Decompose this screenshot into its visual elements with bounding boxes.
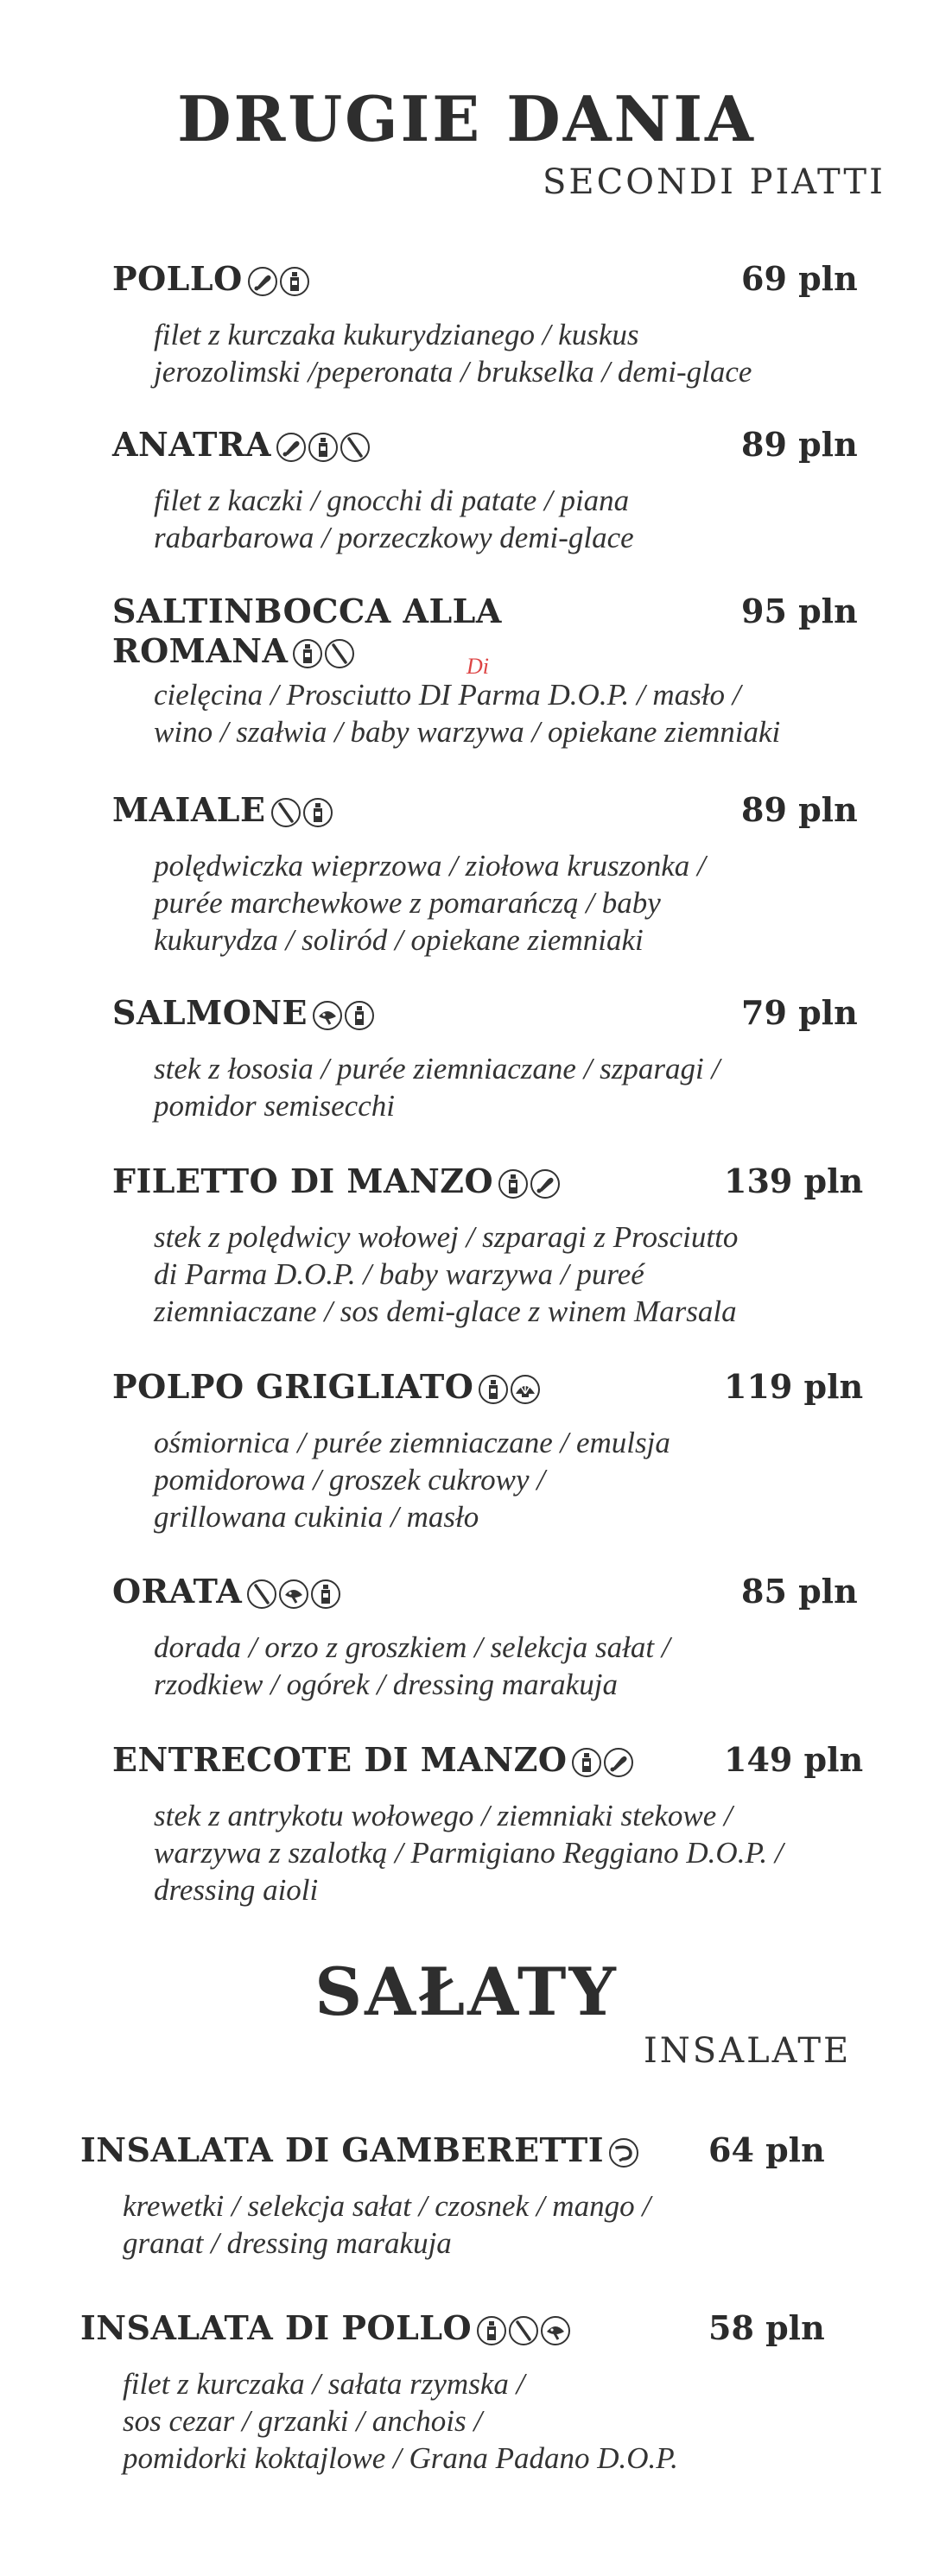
description-line: pomidorowa / groszek cukrowy / bbox=[154, 1463, 546, 1497]
allergen-icons bbox=[271, 794, 335, 833]
allergen-icons bbox=[572, 1744, 636, 1783]
allergen-icons bbox=[498, 1165, 562, 1205]
dish-description bbox=[154, 847, 931, 959]
bottle-icon bbox=[345, 1001, 374, 1030]
dish-name bbox=[80, 2308, 573, 2351]
fish-icon bbox=[279, 1579, 308, 1609]
dish-name bbox=[112, 259, 312, 302]
shell-icon bbox=[511, 1375, 540, 1404]
handwritten-correction: Di bbox=[466, 654, 489, 679]
knife-icon bbox=[247, 1579, 276, 1609]
dish-name-text: ORATA bbox=[112, 1572, 243, 1611]
description-line: di Parma D.O.P. / baby warzywa / pureé bbox=[154, 1257, 644, 1291]
dish-price: 58 pln bbox=[708, 2308, 825, 2347]
description-line: purée marchewkowe z pomarańczą / baby bbox=[154, 886, 661, 920]
description-line: warzywa z szalotką / Parmigiano Reggiano D.O.P. / bbox=[154, 1836, 784, 1870]
knife-icon bbox=[509, 2316, 538, 2345]
description-line: filet z kurczaka / sałata rzymska / bbox=[123, 2367, 525, 2401]
meat-icon bbox=[604, 1748, 633, 1777]
bottle-icon bbox=[477, 2316, 506, 2345]
allergen-icons bbox=[276, 428, 372, 468]
dish-description bbox=[154, 1050, 931, 1124]
allergen-icons bbox=[247, 1575, 343, 1615]
allergen-icons bbox=[313, 997, 377, 1036]
dish-name-text: POLPO GRIGLIATO bbox=[112, 1367, 474, 1406]
description-line: wino / szałwia / baby warzywa / opiekane ziemniaki bbox=[154, 715, 781, 749]
dish-name-text: ENTRECOTE DI MANZO bbox=[112, 1740, 568, 1779]
bottle-icon bbox=[280, 267, 309, 296]
dish-name bbox=[112, 1572, 343, 1615]
dish-description bbox=[154, 676, 931, 750]
dish-price: 139 pln bbox=[724, 1161, 864, 1200]
dish-price: 64 pln bbox=[708, 2130, 825, 2169]
description-line: filet z kaczki / gnocchi di patate / piana bbox=[154, 484, 630, 517]
dish-name-text: SALMONE bbox=[112, 993, 308, 1032]
dish-description bbox=[154, 1629, 931, 1703]
dish-description bbox=[154, 316, 931, 390]
bottle-icon bbox=[308, 433, 338, 462]
bottle-icon bbox=[479, 1375, 508, 1404]
allergen-icons bbox=[609, 2134, 641, 2174]
description-line: stek z polędwicy wołowej / szparagi z Prosciutto bbox=[154, 1220, 739, 1254]
dish-name-text: INSALATA DI GAMBERETTI bbox=[80, 2130, 605, 2169]
meat-icon bbox=[276, 433, 306, 462]
section-title-main-courses: DRUGIE DANIA bbox=[177, 82, 756, 155]
description-line: stek z łososia / purée ziemniaczane / szparagi / bbox=[154, 1052, 720, 1085]
description-line: krewetki / selekcja sałat / czosnek / mango / bbox=[123, 2189, 651, 2223]
dish-name bbox=[80, 2130, 641, 2174]
meat-icon bbox=[248, 267, 277, 296]
dish-name bbox=[112, 425, 372, 468]
dish-price: 89 pln bbox=[741, 790, 858, 829]
bottle-icon bbox=[303, 798, 333, 827]
dish-description bbox=[123, 2365, 900, 2477]
description-line: rabarbarowa / porzeczkowy demi-glace bbox=[154, 521, 634, 554]
description-line: pomidor semisecchi bbox=[154, 1089, 395, 1123]
dish-name-text-line2: ROMANA bbox=[112, 631, 289, 670]
meat-icon bbox=[530, 1169, 560, 1199]
dish-description bbox=[154, 1797, 931, 1908]
shrimp-icon bbox=[609, 2138, 638, 2168]
section-subtitle-secondi: SECONDI PIATTI bbox=[543, 162, 885, 202]
allergen-icons bbox=[293, 635, 357, 674]
dish-name bbox=[112, 592, 502, 631]
bottle-icon bbox=[572, 1748, 601, 1777]
description-line: grillowana cukinia / masło bbox=[154, 1500, 479, 1534]
dish-price: 149 pln bbox=[724, 1740, 864, 1779]
description-line: polędwiczka wieprzowa / ziołowa kruszonka / bbox=[154, 849, 706, 883]
description-line: dressing aioli bbox=[154, 1873, 319, 1907]
dish-description bbox=[154, 482, 931, 556]
dish-price: 119 pln bbox=[724, 1367, 864, 1406]
dish-name bbox=[112, 1740, 636, 1783]
dish-name bbox=[112, 1367, 543, 1410]
description-line: pomidorki koktajlowe / Grana Padano D.O.P. bbox=[123, 2441, 678, 2475]
description-line: ziemniaczane / sos demi-glace z winem Marsala bbox=[154, 1294, 737, 1328]
dish-name-text: SALTINBOCCA ALLA bbox=[112, 592, 502, 630]
section-subtitle-insalate: INSALATE bbox=[644, 2031, 852, 2071]
description-line: dorada / orzo z groszkiem / selekcja sałat / bbox=[154, 1630, 670, 1664]
fish-icon bbox=[541, 2316, 570, 2345]
allergen-icons bbox=[248, 263, 312, 302]
dish-name-text: INSALATA DI POLLO bbox=[80, 2308, 473, 2347]
dish-description bbox=[154, 1218, 931, 1330]
allergen-icons bbox=[479, 1370, 543, 1410]
dish-price: 95 pln bbox=[741, 592, 858, 630]
dish-name-text: POLLO bbox=[112, 259, 243, 298]
allergen-icons bbox=[477, 2312, 573, 2351]
knife-icon bbox=[325, 639, 354, 668]
dish-name bbox=[112, 1161, 562, 1205]
description-line: sos cezar / grzanki / anchois / bbox=[123, 2404, 483, 2438]
fish-icon bbox=[313, 1001, 342, 1030]
dish-name bbox=[112, 790, 335, 833]
dish-name-text: FILETTO DI MANZO bbox=[112, 1161, 494, 1200]
description-line: ośmiornica / purée ziemniaczane / emulsja bbox=[154, 1426, 670, 1459]
knife-icon bbox=[340, 433, 370, 462]
section-title-salads: SAŁATY bbox=[314, 1953, 619, 2030]
dish-name-text: MAIALE bbox=[112, 790, 266, 829]
bottle-icon bbox=[498, 1169, 528, 1199]
dish-name-line2 bbox=[112, 631, 357, 674]
dish-description bbox=[123, 2187, 900, 2262]
dish-name-text: ANATRA bbox=[112, 425, 271, 464]
description-line: granat / dressing marakuja bbox=[123, 2226, 452, 2260]
dish-description bbox=[154, 1424, 931, 1535]
bottle-icon bbox=[311, 1579, 340, 1609]
description-line: jerozolimski /peperonata / brukselka / demi-glace bbox=[154, 355, 752, 389]
bottle-icon bbox=[293, 639, 322, 668]
description-line: stek z antrykotu wołowego / ziemniaki stekowe / bbox=[154, 1799, 733, 1832]
dish-price: 85 pln bbox=[741, 1572, 858, 1611]
dish-price: 79 pln bbox=[741, 993, 858, 1032]
description-line: kukurydza / soliród / opiekane ziemniaki bbox=[154, 923, 644, 957]
dish-price: 69 pln bbox=[741, 259, 858, 298]
description-line: rzodkiew / ogórek / dressing marakuja bbox=[154, 1668, 618, 1701]
dish-price: 89 pln bbox=[741, 425, 858, 464]
knife-icon bbox=[271, 798, 301, 827]
description-line: cielęcina / Prosciutto DI Parma D.O.P. / masło / bbox=[154, 678, 741, 712]
description-line: filet z kurczaka kukurydzianego / kuskus bbox=[154, 318, 639, 351]
dish-name bbox=[112, 993, 377, 1036]
